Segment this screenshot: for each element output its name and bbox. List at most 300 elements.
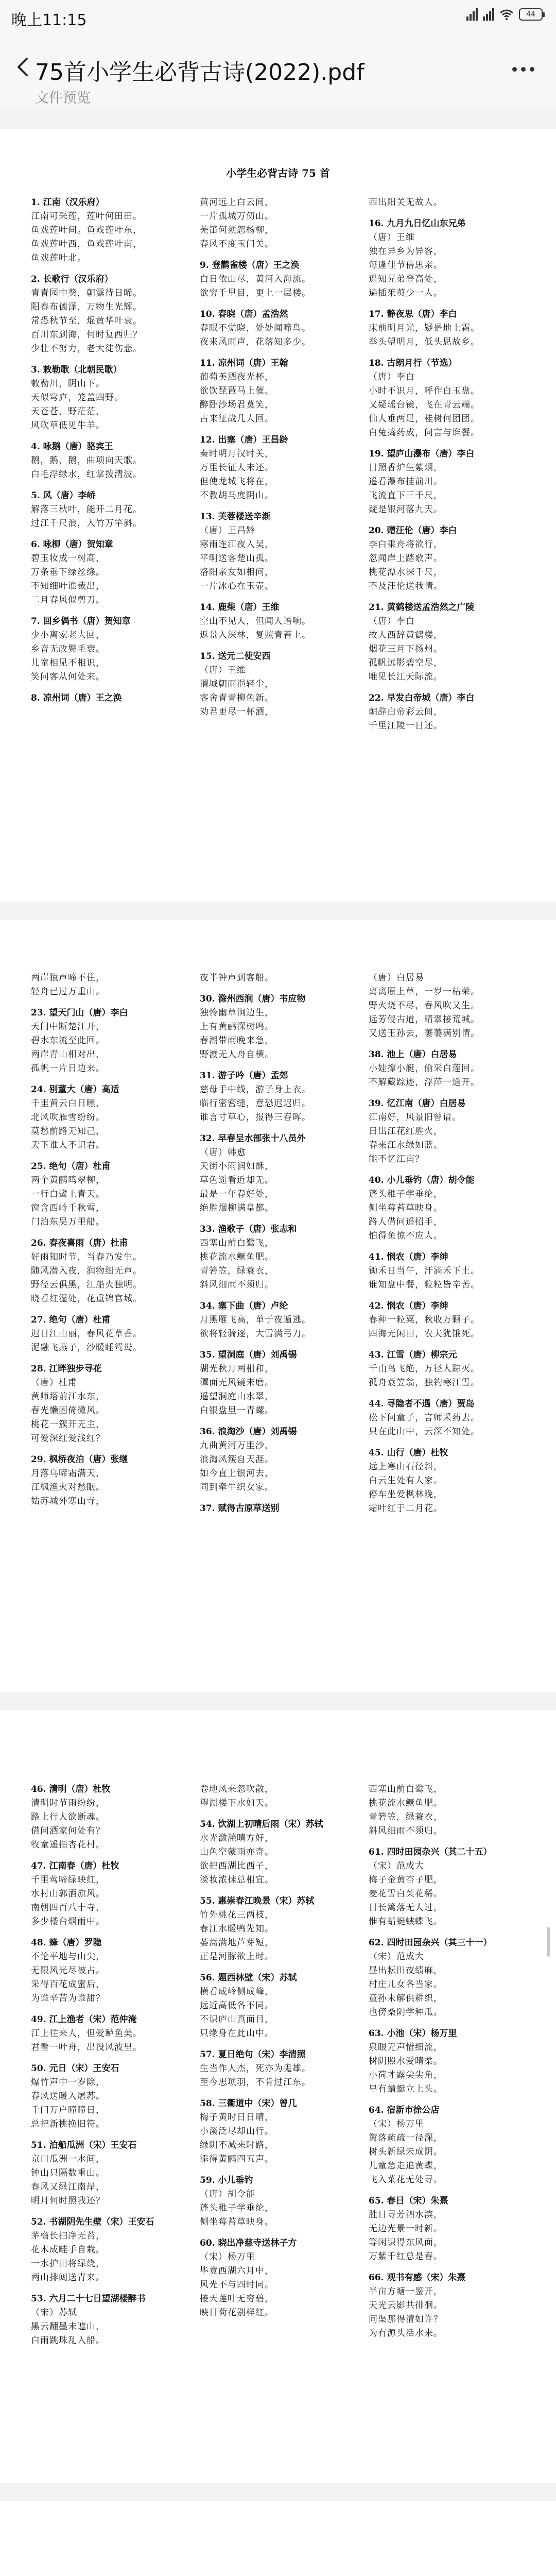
poem-line: 桃花一簇开无主， (31, 1419, 105, 1430)
status-indicators (466, 8, 543, 21)
poem-line: 南朝四百八十寺， (31, 1903, 105, 1913)
poem-line: 葡萄美酒夜光杯， (200, 372, 274, 382)
poem-line: 疑是银河落九天。 (369, 504, 443, 515)
poem-title: 57. 夏日绝句（宋）李清照 (200, 2049, 306, 2060)
poem-title: 46. 清明（唐）杜牧 (31, 1784, 111, 1794)
poem-line: 过江千尺浪，入竹万竿斜。 (31, 518, 142, 529)
poem-line: 返景入深林，复照青苔上。 (200, 630, 311, 640)
poem-line: 京口瓜洲一水间， (31, 2154, 105, 2164)
poem-title: 21. 黄鹤楼送孟浩然之广陵 (369, 602, 475, 613)
poem-line: 可爱深红爱浅红？ (31, 1433, 105, 1444)
poem-line: 江枫渔火对愁眠。 (31, 1482, 105, 1493)
poem-title: 49. 江上渔者（宋）范仲淹 (31, 2014, 137, 2025)
poem-line: 临行密密缝，意恐迟迟归。 (200, 1098, 311, 1109)
poem-line: 江上往来人，但爱鲈鱼美。 (31, 2028, 142, 2039)
poem-line: 半亩方塘一鉴开， (369, 2286, 443, 2297)
poem-line: 野渡无人舟自横。 (200, 1049, 274, 1060)
poem-line: 莫愁前路无知己， (31, 1126, 105, 1137)
poem-title: 54. 饮湖上初晴后雨（宋）苏轼 (200, 1819, 323, 1829)
poem-line: 天下谁人不识君。 (31, 1140, 105, 1150)
poem-line: 多少楼台烟雨中。 (31, 1917, 105, 1927)
poem-title: 20. 赠汪伦（唐）李白 (369, 526, 457, 536)
poem-line: 村庄儿女各当家。 (369, 1979, 443, 1990)
poem-title: 29. 枫桥夜泊（唐）张继 (31, 1454, 128, 1465)
poem-title: 16. 九月九日忆山东兄弟 (369, 218, 466, 229)
page-column (200, 1783, 356, 2348)
poem-line: 羌笛何须怨杨柳， (200, 225, 274, 235)
poem-title: 1. 江南（汉乐府） (31, 197, 105, 208)
poem-line: 天街小雨润如酥， (200, 1161, 274, 1172)
poem-line: 朝辞白帝彩云间， (369, 707, 443, 717)
poem-line: 湖光秋月两相和， (200, 1364, 274, 1374)
poem-line: 早有蜻蜓立上头。 (369, 2084, 443, 2094)
poem-line: 胜日寻芳泗水滨， (369, 2210, 443, 2220)
poem-line: 不识庐山真面目， (200, 2014, 274, 2025)
poem-line: 九曲黄河万里沙， (200, 1440, 274, 1451)
poem-title: 4. 咏鹅（唐）骆宾王 (31, 442, 113, 452)
poem-line: 日照香炉生紫烟， (369, 463, 443, 473)
poem-line: 醉卧沙场君莫笑， (200, 400, 274, 410)
poem-title: 62. 四时田园杂兴（其三十一） (369, 1938, 492, 1948)
poem-title: 11. 凉州词（唐）王翰 (200, 358, 288, 368)
poem-line: 日出江花红胜火， (369, 1126, 443, 1137)
poem-title: 40. 小儿垂钓（唐）胡令能 (369, 1175, 475, 1185)
poem-line: 草色遥看近却无。 (200, 1175, 274, 1185)
poem-line: 谁知盘中餐，粒粒皆辛苦。 (369, 1280, 480, 1290)
poem-line: 望湖楼下水如天。 (200, 1798, 274, 1808)
poem-line: （宋）杨万里 (200, 2252, 255, 2262)
poem-title: 3. 敕勒歌（北朝民歌） (31, 365, 122, 375)
poem-line: 春光懒困倚微风。 (31, 1405, 105, 1416)
poem-line: 又送王孙去，萋萋满别情。 (369, 1028, 480, 1039)
poem-title: 63. 小池（宋）杨万里 (369, 2028, 457, 2039)
poem-line: 最是一年春好处， (200, 1189, 274, 1199)
poem-line: 夜来风雨声，花落知多少。 (200, 337, 311, 347)
poem-line: 春种一粒粟，秋收万颗子。 (369, 1315, 480, 1325)
poem-line: 绝胜烟柳满皇都。 (200, 1203, 274, 1213)
poem-line: 绿阴不减来时路， (200, 2140, 274, 2150)
poem-line: 随风潜入夜，润物细无声。 (31, 1266, 142, 1276)
poem-line: 桃花流水鳜鱼肥。 (200, 1252, 274, 1262)
poem-line: 不教胡马度阴山。 (200, 490, 274, 501)
poem-line: 小娃撑小艇，偷采白莲回。 (369, 1063, 480, 1074)
poem-title: 48. 蜂（唐）罗隐 (31, 1938, 102, 1948)
page-column (369, 196, 525, 733)
poem-line: 笑问客从何处来。 (31, 672, 105, 682)
poem-line: 不论平地与山尖， (31, 1952, 105, 1962)
pdf-page-2 (0, 920, 556, 1692)
poem-line: 同到牵牛织女家。 (200, 1482, 274, 1493)
poem-title: 27. 绝句（唐）杜甫 (31, 1315, 111, 1325)
poem-line: 轻舟已过万重山。 (31, 987, 105, 997)
poem-title: 47. 江南春（唐）杜牧 (31, 1861, 119, 1871)
poem-line: 解落三秋叶，能开二月花。 (31, 504, 142, 515)
poem-title: 56. 题西林壁（宋）苏轼 (200, 1973, 297, 1983)
poem-line: 风光不与四时同。 (200, 2280, 274, 2290)
poem-line: 月黑雁飞高，单于夜遁逃。 (200, 1315, 311, 1325)
poem-line: 树阴照水爱晴柔。 (369, 2056, 443, 2066)
poem-title: 15. 送元二使安西 (200, 651, 271, 662)
poem-line: 两个黄鹂鸣翠柳， (31, 1175, 105, 1185)
poem-title: 66. 观书有感（宋）朱熹 (369, 2273, 466, 2283)
poem-title: 7. 回乡偶书（唐）贺知章 (31, 616, 131, 626)
poem-title: 65. 春日（宋）朱熹 (369, 2196, 448, 2206)
poem-line: 床前明月光，疑是地上霜。 (369, 323, 480, 333)
poem-line: 敕勒川，阴山下。 (31, 379, 105, 389)
poem-line: 毕竟西湖六月中， (200, 2266, 274, 2276)
status-bar (0, 0, 556, 31)
page-columns (31, 971, 525, 1516)
poem-line: 青箬笠，绿蓑衣， (200, 1266, 274, 1276)
poem-line: 只在此山中，云深不知处。 (369, 1427, 480, 1437)
poem-title: 2. 长歌行（汉乐府） (31, 274, 113, 284)
poem-line: 春风送暖入屠苏。 (31, 2091, 105, 2102)
poem-line: 麦花雪白菜花稀。 (369, 1889, 443, 1899)
poem-line: 常恐秋节至，焜黄华叶衰。 (31, 316, 142, 326)
poem-title: 24. 别董大（唐）高适 (31, 1084, 119, 1095)
document-subtitle: 文件预览 (35, 90, 91, 106)
poem-line: 西出阳关无故人。 (369, 197, 443, 208)
poem-line: 春来江水绿如蓝。 (369, 1140, 443, 1150)
poem-line: 桃花潭水深千尺， (369, 567, 443, 578)
poem-line: 白兔捣药成，问言与谁餐。 (369, 428, 480, 438)
poem-line: 万紫千红总是春。 (369, 2251, 443, 2262)
poem-line: 水村山郭酒旗风。 (31, 1889, 105, 1899)
page-column (31, 196, 187, 733)
poem-line: 为有源头活水来。 (369, 2328, 443, 2338)
poem-line: 天门中断楚江开， (31, 1022, 105, 1032)
document-heading: 小学生必背古诗 75 首 (226, 167, 330, 179)
poem-line: 江南可采莲，莲叶何田田。 (31, 211, 142, 222)
poem-line: （唐）韩愈 (200, 1147, 246, 1158)
poem-line: 欲把西湖比西子， (200, 1861, 274, 1871)
poem-line: 远上寒山石径斜， (369, 1462, 443, 1472)
poem-line: 梅子黄时日日晴， (200, 2112, 274, 2123)
poem-title: 33. 渔歌子（唐）张志和 (200, 1224, 297, 1234)
poem-line: 小溪泛尽却山行。 (200, 2126, 274, 2137)
poem-line: 侧坐莓苔草映身。 (200, 2217, 274, 2227)
poem-line: 青青园中葵，朝露待日晞。 (31, 288, 142, 298)
poem-line: 儿童急走追黄蝶， (369, 2161, 443, 2171)
poem-title: 12. 出塞（唐）王昌龄 (200, 435, 288, 445)
poem-line: 如今直上银河去， (200, 1468, 274, 1479)
poem-line: 姑苏城外寒山寺， (31, 1496, 105, 1506)
poem-line: 千里黄云白日曛， (31, 1098, 105, 1109)
poem-line: 月落乌啼霜满天， (31, 1468, 105, 1479)
poem-line: 独怜幽草涧边生， (200, 1008, 274, 1018)
poem-line: 竹外桃花三两枝， (200, 1910, 274, 1920)
poem-line: 鱼戏莲叶西，鱼戏莲叶南， (31, 239, 142, 249)
poem-line: 潭面无风镜未磨。 (200, 1378, 274, 1388)
poem-line: 添得黄鹂四五声。 (200, 2154, 274, 2164)
poem-line: 千里莺啼绿映红， (31, 1875, 105, 1885)
page-column (31, 1783, 187, 2348)
poem-line: （唐）白居易 (369, 973, 424, 983)
poem-line: 不及汪伦送我情。 (369, 581, 443, 591)
poem-line: 爆竹声中一岁除， (31, 2077, 105, 2088)
poem-line: 古来征战几人回。 (200, 414, 274, 424)
poem-title: 35. 望洞庭（唐）刘禹锡 (200, 1350, 297, 1360)
poem-title: 13. 芙蓉楼送辛渐 (200, 512, 271, 522)
poem-title: 22. 早发白帝城（唐）李白 (369, 693, 475, 703)
page-column (200, 971, 356, 1516)
poem-line: 清明时节雨纷纷， (31, 1798, 105, 1808)
poem-line: 泥融飞燕子，沙暖睡鸳鸯。 (31, 1343, 142, 1353)
poem-title: 42. 悯农（唐）李绅 (369, 1301, 448, 1311)
poem-line: 接天莲叶无穷碧， (200, 2294, 274, 2304)
cellular-signal-icon (466, 8, 478, 21)
poem-line: 寒雨连江夜入吴， (200, 539, 274, 550)
poem-line: 霜叶红于二月花。 (369, 1503, 443, 1514)
poem-title: 18. 古朗月行（节选） (369, 358, 457, 368)
poem-line: 路人借问遥招手， (369, 1217, 443, 1227)
poem-line: 一行白鹭上青天。 (31, 1189, 105, 1199)
poem-line: 西塞山前白鹭飞， (200, 1238, 274, 1248)
poem-title: 19. 望庐山瀑布（唐）李白 (369, 449, 475, 459)
poem-line: 篱落疏疏一径深， (369, 2133, 443, 2143)
poem-line: 采得百花成蜜后， (31, 1979, 105, 1990)
poem-line: 仙人垂两足，桂树何团团。 (369, 414, 480, 424)
poem-line: 二月春风似剪刀。 (31, 595, 105, 605)
page-column (369, 1783, 525, 2348)
poem-line: 不知细叶谁裁出， (31, 581, 105, 591)
poem-line: （宋）范成大 (369, 1861, 424, 1871)
poem-line: 青箬笠，绿蓑衣， (369, 1812, 443, 1822)
poem-line: 借问酒家何处有？ (31, 1826, 105, 1836)
back-arrow-icon[interactable] (12, 52, 35, 82)
poem-line: 天似穹庐，笼盖四野。 (31, 393, 124, 403)
page-columns (31, 1783, 525, 2348)
poem-line: 总把新桃换旧符。 (31, 2119, 105, 2129)
poem-line: 映日荷花别样红。 (200, 2308, 274, 2318)
poem-line: 也傍桑阴学种瓜。 (369, 2007, 443, 2018)
poem-line: 树头新绿未成阴。 (369, 2147, 443, 2157)
poem-line: （宋）苏轼 (31, 2308, 77, 2318)
poem-line: 春风又绿江南岸， (31, 2182, 105, 2192)
poem-line: 西塞山前白鹭飞， (369, 1784, 443, 1794)
poem-line: 遥看瀑布挂前川。 (369, 477, 443, 487)
poem-line: 路上行人欲断魂。 (31, 1812, 105, 1822)
scrollbar-thumb[interactable] (547, 1927, 550, 1957)
more-options-icon[interactable] (512, 67, 534, 72)
poem-line: 一片孤城万仞山。 (200, 211, 274, 222)
poem-line: 慈母手中线，游子身上衣。 (200, 1084, 311, 1095)
poem-line: 百川东到海，何时复西归？ (31, 330, 142, 340)
poem-line: 劝君更尽一杯酒， (200, 707, 274, 717)
poem-line: 白云生处有人家。 (369, 1476, 443, 1486)
poem-title: 23. 望天门山（唐）李白 (31, 1008, 128, 1018)
pdf-page-4 (0, 2501, 556, 2576)
poem-line: 窗含西岭千秋雪， (31, 1203, 105, 1213)
poem-title: 61. 四时田园杂兴（其二十五） (369, 1847, 492, 1857)
poem-title: 10. 春晓（唐）孟浩然 (200, 309, 288, 319)
poem-line: （唐）李白 (369, 616, 415, 626)
poem-line: 遥望洞庭山水翠， (200, 1392, 274, 1402)
poem-line: 问渠那得清如许？ (369, 2314, 443, 2325)
poem-line: 无限风光尽被占。 (31, 1965, 105, 1976)
battery-icon: 44 (519, 8, 543, 21)
poem-title: 26. 春夜喜雨（唐）杜甫 (31, 1238, 128, 1248)
poem-line: （唐）杜甫 (31, 1378, 77, 1388)
poem-line: 春潮带雨晚来急， (200, 1036, 274, 1046)
poem-line: 茅檐长扫净无苔， (31, 2231, 105, 2241)
poem-line: 客舍青青柳色新。 (200, 693, 274, 703)
title-bar (0, 31, 556, 108)
pdf-page-3 (0, 1710, 556, 2483)
poem-line: 飞流直下三千尺， (369, 490, 443, 501)
poem-line: 孤舟蓑笠翁，独钓寒江雪。 (369, 1378, 480, 1388)
poem-line: 淡妆浓抹总相宜。 (200, 1875, 274, 1885)
poem-line: 野径云俱黑，江船火独明。 (31, 1280, 142, 1290)
poem-line: （唐）王维 (200, 665, 246, 675)
poem-line: 孤帆一片日边来。 (31, 1063, 105, 1074)
poem-line: 水光潋滟晴方好， (200, 1833, 274, 1843)
poem-line: 卷地风来忽吹散， (200, 1784, 274, 1794)
poem-line: 白银盘里一青螺。 (200, 1405, 274, 1416)
document-title: 75首小学生必背古诗(2022).pdf (35, 59, 364, 86)
poem-line: 李白乘舟将欲行， (369, 539, 443, 550)
poem-line: 欲饮琵琶马上催。 (200, 386, 274, 396)
page-column (200, 196, 356, 733)
poem-line: 烟花三月下扬州。 (369, 644, 443, 654)
poem-line: 天苍苍，野茫茫， (31, 406, 105, 417)
poem-title: 5. 风（唐）李峤 (31, 490, 96, 501)
poem-line: 风吹草低见牛羊。 (31, 420, 105, 431)
poem-line: 谁言寸草心，报得三春晖。 (200, 1112, 311, 1123)
poem-line: 花木成畦手自栽。 (31, 2245, 105, 2255)
poem-line: 遥知兄弟登高处， (369, 274, 443, 284)
poem-line: 松下问童子，言师采药去。 (369, 1413, 480, 1423)
poem-line: 欲将轻骑逐，大雪满弓刀。 (200, 1329, 311, 1339)
poem-line: 四海无闲田，农夫犹饿死。 (369, 1329, 480, 1339)
poem-line: （宋）杨万里 (369, 2119, 424, 2129)
poem-line: 小时不识月，呼作白玉盘。 (369, 386, 480, 396)
poem-line: 春江水暖鸭先知。 (200, 1924, 274, 1934)
poem-line: 碧水东流至此回。 (31, 1036, 105, 1046)
poem-title: 36. 浪淘沙（唐）刘禹锡 (200, 1427, 297, 1437)
poem-line: 晓看红湿处，花重锦官城。 (31, 1294, 142, 1304)
poem-line: 孤帆远影碧空尽， (369, 658, 443, 668)
poem-title: 25. 绝句（唐）杜甫 (31, 1161, 111, 1172)
poem-title: 44. 寻隐者不遇（唐）贾岛 (369, 1399, 475, 1409)
poem-line: 春眠不觉晓，处处闻啼鸟。 (200, 323, 311, 333)
poem-line: 停车坐爱枫林晚， (369, 1489, 443, 1500)
poem-line: 空山不见人，但闻人语响。 (200, 616, 311, 626)
poem-line: 千山鸟飞绝，万径人踪灭。 (369, 1364, 480, 1374)
poem-title: 55. 惠崇春江晚景（宋）苏轼 (200, 1896, 315, 1906)
poem-line: 斜风细雨不须归。 (369, 1826, 443, 1836)
poem-line: 离离原上草，一岁一枯荣。 (369, 987, 480, 997)
poem-line: （唐）王维 (369, 232, 415, 243)
poem-title: 31. 游子吟（唐）孟郊 (200, 1071, 288, 1081)
poem-title: 53. 六月二十七日望湖楼醉书 (31, 2294, 146, 2304)
poem-line: 万条垂下绿丝绦。 (31, 567, 105, 578)
poem-line: 昼出耘田夜绩麻， (369, 1965, 443, 1976)
poem-title: 52. 书湖阴先生壁（宋）王安石 (31, 2217, 154, 2227)
poem-title: 9. 登鹳雀楼（唐）王之涣 (200, 260, 300, 270)
poem-line: 江南好，风景旧曾谙。 (369, 1112, 461, 1123)
poem-line: 泉眼无声惜细流， (369, 2042, 443, 2053)
poem-title: 64. 宿新市徐公店 (369, 2105, 440, 2115)
poem-title: 41. 悯农（唐）李绅 (369, 1252, 448, 1262)
poem-title: 30. 滁州西涧（唐）韦应物 (200, 994, 306, 1004)
poem-line: （宋）范成大 (369, 1952, 424, 1962)
poem-line: 黄河远上白云间， (200, 197, 274, 208)
poem-line: 惟有蜻蜓蛱蝶飞。 (369, 1917, 443, 1927)
poem-line: 黄师塔前江水东， (31, 1392, 105, 1402)
poem-line: （唐）胡令能 (200, 2189, 255, 2199)
poem-line: 一水护田将绿绕， (31, 2259, 105, 2269)
poem-title: 8. 凉州词（唐）王之涣 (31, 693, 122, 703)
poem-line: 鹅，鹅，鹅，曲项向天歌。 (31, 455, 142, 466)
poem-line: 蒌蒿满地芦芽短， (200, 1938, 274, 1948)
poem-line: 梅子金黄杏子肥， (369, 1875, 443, 1885)
poem-line: 夜半钟声到客船。 (200, 973, 274, 983)
poem-title: 6. 咏柳（唐）贺知章 (31, 539, 113, 550)
poem-line: 千门万户曈曈日， (31, 2105, 105, 2115)
poem-line: 儿童相见不相识， (31, 658, 105, 668)
poem-line: 独在异乡为异客， (369, 246, 443, 257)
cellular-signal-2-icon (483, 8, 494, 21)
poem-title: 39. 忆江南（唐）白居易 (369, 1098, 466, 1109)
poem-line: 白日依山尽，黄河入海流。 (200, 274, 311, 284)
page-column (369, 971, 525, 1516)
pdf-page-1 (0, 129, 556, 902)
poem-line: 少壮不努力，老大徒伤悲。 (31, 344, 142, 354)
poem-line: 一片冰心在玉壶。 (200, 581, 274, 591)
poem-title: 34. 塞下曲（唐）卢纶 (200, 1301, 288, 1311)
poem-line: 日长篱落无人过， (369, 1903, 443, 1913)
poem-line: 千里江陵一日还。 (369, 721, 443, 731)
poem-line: 正是河豚欲上时。 (200, 1952, 274, 1962)
poem-title: 32. 早春呈水部张十八员外 (200, 1133, 306, 1144)
poem-line: 蓬头稚子学垂纶， (200, 2203, 274, 2213)
poem-line: 为谁辛苦为谁甜？ (31, 1993, 105, 2004)
poem-line: 山色空蒙雨亦奇。 (200, 1847, 274, 1857)
poem-line: 怕得鱼惊不应人。 (369, 1231, 443, 1241)
poem-line: 斜风细雨不须归。 (200, 1280, 274, 1290)
poem-line: 白雨跳珠乱入船。 (31, 2335, 105, 2346)
poem-line: 洛阳亲友如相问， (200, 567, 274, 578)
poem-line: 牧童遥指杏花村。 (31, 1840, 105, 1850)
poem-line: 阳春布德泽，万物生光辉。 (31, 302, 142, 312)
poem-line: （唐）李白 (369, 372, 415, 382)
poem-line: 钟山只隔数重山。 (31, 2168, 105, 2178)
poem-line: （唐）王昌龄 (200, 526, 255, 536)
poem-line: 秦时明月汉时关， (200, 449, 274, 459)
poem-line: 好雨知时节，当春乃发生。 (31, 1252, 142, 1262)
poem-line: 小荷才露尖尖角， (369, 2070, 443, 2080)
poem-line: 两山排闼送青来。 (31, 2273, 105, 2283)
poem-line: 北风吹雁雪纷纷。 (31, 1112, 105, 1123)
poem-line: 远近高低各不同。 (200, 2001, 274, 2011)
poem-line: 蓬头稚子学垂纶， (369, 1189, 443, 1199)
poem-line: 碧玉妆成一树高， (31, 553, 105, 564)
poem-line: 等闲识得东风面， (369, 2238, 443, 2248)
poem-line: 渭城朝雨浥轻尘， (200, 679, 274, 689)
poem-line: 不解藏踪迹，浮萍一道开。 (369, 1077, 480, 1088)
poem-line: 侧坐莓苔草映身。 (369, 1203, 443, 1213)
poem-line: 白毛浮绿水，红掌拨清波。 (31, 469, 142, 480)
poem-title: 51. 泊船瓜洲（宋）王安石 (31, 2140, 137, 2150)
poem-line: 上有黄鹂深树鸣。 (200, 1022, 274, 1032)
poem-line: 远芳侵古道，晴翠接荒城。 (369, 1014, 480, 1025)
poem-line: 童孙未解供耕织， (369, 1993, 443, 2004)
poem-line: 天光云影共徘徊。 (369, 2300, 443, 2311)
poem-line: 平明送客楚山孤。 (200, 553, 274, 564)
poem-title: 43. 江雪（唐）柳宗元 (369, 1350, 457, 1360)
poem-title: 60. 晓出净慈寺送林子方 (200, 2238, 297, 2248)
